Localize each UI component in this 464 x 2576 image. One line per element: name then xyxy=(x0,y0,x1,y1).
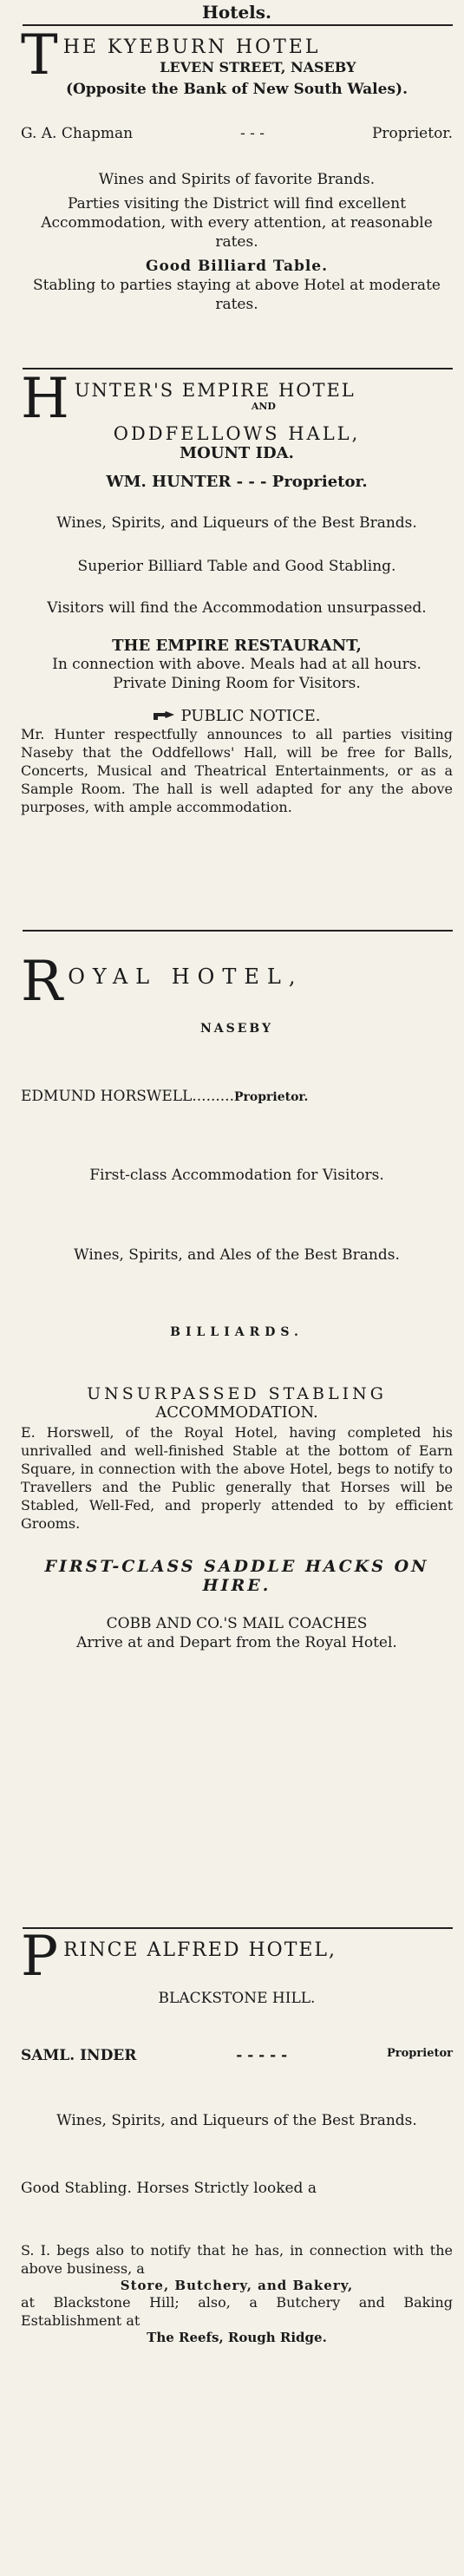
notify-paragraph: S. I. begs also to notify that he has, in connection with the above business, a xyxy=(21,2242,453,2277)
divider xyxy=(23,1927,453,1929)
ad-hunters-empire-hotel xyxy=(21,375,453,816)
wines-line: Wines, Spirits, and Liqueurs of the Best Brands. xyxy=(56,2112,417,2129)
and-line: AND xyxy=(251,401,276,412)
first-class-line: First-class Accommodation for Visitors. xyxy=(89,1167,384,1184)
stabling-subtitle: ACCOMMODATION. xyxy=(155,1403,318,1422)
stabling-body: E. Horswell, of the Royal Hotel, having completed his unrivalled and well-finished Stable at the bottom of Earn Square, in connection with the above Hotel, begs to notify to Travellers and the Public generally that Horses will be Stabled, Well-Fed, and properly attended to by efficient Grooms. xyxy=(21,1424,453,1532)
stabling-title: UNSURPASSED STABLING xyxy=(87,1384,387,1403)
proprietor-label: Proprietor. xyxy=(234,1090,309,1104)
coaches-line-2: Arrive at and Depart from the Royal Hotel. xyxy=(76,1634,397,1651)
billiard-line: Superior Billiard Table and Good Stabling. xyxy=(77,558,396,575)
restaurant-line-2: Private Dining Room for Visitors. xyxy=(113,675,361,692)
ad-kyeburn-hotel xyxy=(21,31,453,314)
divider xyxy=(23,368,453,369)
wines-line: Wines, Spirits, and Ales of the Best Brands. xyxy=(74,1246,400,1264)
drop-cap: H xyxy=(21,375,69,423)
hall-name: ODDFELLOWS HALL, xyxy=(113,423,361,444)
notice-body: Mr. Hunter respectfully announces to all parties visiting Naseby that the Oddfellows' Hall, will be free for Balls, Concerts, Musical and Theatrical Entertainments, or as a Sample Room. The hall is well adapted for any the above purposes, with ample accommodation. xyxy=(21,726,453,815)
hotel-town: NASEBY xyxy=(199,1022,274,1036)
proprietor-line: WM. HUNTER - - - Proprietor. xyxy=(106,473,368,491)
proprietor-dots: ......... xyxy=(192,1088,234,1105)
coaches-line-1: COBB AND CO.'S MAIL COACHES xyxy=(106,1615,368,1632)
drop-cap: R xyxy=(21,958,63,1006)
notice-heading xyxy=(21,707,453,725)
proprietor-line xyxy=(21,2047,453,2064)
hotel-name: HE KYEBURN HOTEL xyxy=(62,36,321,58)
section-header xyxy=(21,2,453,23)
hotel-opposite: (Opposite the Bank of New South Wales). xyxy=(66,81,408,98)
hotel-location: BLACKSTONE HILL. xyxy=(158,1990,316,2007)
drop-cap: P xyxy=(21,1932,59,1981)
ad-prince-alfred-hotel xyxy=(21,1932,453,2345)
proprietor-dashes: - - - xyxy=(239,125,265,142)
hotel-name: OYAL HOTEL, xyxy=(68,964,304,989)
saddle-hacks-line: FIRST-CLASS SADDLE HACKS ON HIRE. xyxy=(44,1557,429,1595)
wines-line: Wines and Spirits of favorite Brands. xyxy=(98,171,376,188)
stabling-line: Good Stabling. Horses Strictly looked a xyxy=(21,2180,317,2197)
hotel-name: RINCE ALFRED HOTEL, xyxy=(63,1939,337,1961)
proprietor-label: Proprietor. xyxy=(371,125,453,142)
wines-line: Wines, Spirits, and Liqueurs of the Best Brands. xyxy=(56,514,417,532)
restaurant-line-1: In connection with above. Meals had at all hours. xyxy=(52,656,422,673)
parties-paragraph: Parties visiting the District will find excellent Accommodation, with every attention, at reasonable rates. xyxy=(41,195,433,251)
divider xyxy=(23,930,453,932)
hall-location: MOUNT IDA. xyxy=(180,444,294,462)
divider xyxy=(23,24,453,26)
drop-cap: T xyxy=(21,31,58,80)
pointing-hand-icon xyxy=(153,709,175,722)
proprietor-name: SAML. INDER xyxy=(21,2047,137,2064)
proprietor-dashes: - - - - - xyxy=(236,2047,288,2064)
billiard-line: Good Billiard Table. xyxy=(145,258,329,275)
hotel-name: UNTER'S EMPIRE HOTEL xyxy=(74,380,356,401)
blackstone-line: at Blackstone Hill; also, a Butchery and Baking Establishment at xyxy=(21,2294,453,2329)
proprietor-line xyxy=(21,1088,453,1105)
restaurant-title: THE EMPIRE RESTAURANT, xyxy=(112,637,362,655)
visitors-line: Visitors will find the Accommodation unsurpassed. xyxy=(47,599,427,617)
hotel-address: LEVEN STREET, NASEBY xyxy=(160,59,356,75)
stabling-paragraph: Stabling to parties staying at above Hotel at moderate rates. xyxy=(33,277,441,313)
proprietor-line xyxy=(21,125,453,142)
section-title: Hotels. xyxy=(201,2,272,23)
proprietor-label: Proprietor xyxy=(387,2047,453,2060)
proprietor-name: G. A. Chapman xyxy=(21,125,134,142)
proprietor-name: EDMUND HORSWELL xyxy=(21,1088,193,1105)
store-line: Store, Butchery, and Bakery, xyxy=(120,2278,354,2293)
ad-royal-hotel xyxy=(21,958,453,1652)
reefs-line: The Reefs, Rough Ridge. xyxy=(147,2330,327,2345)
notice-title: PUBLIC NOTICE. xyxy=(180,707,321,725)
billiards-line: BILLIARDS. xyxy=(170,1325,304,1339)
